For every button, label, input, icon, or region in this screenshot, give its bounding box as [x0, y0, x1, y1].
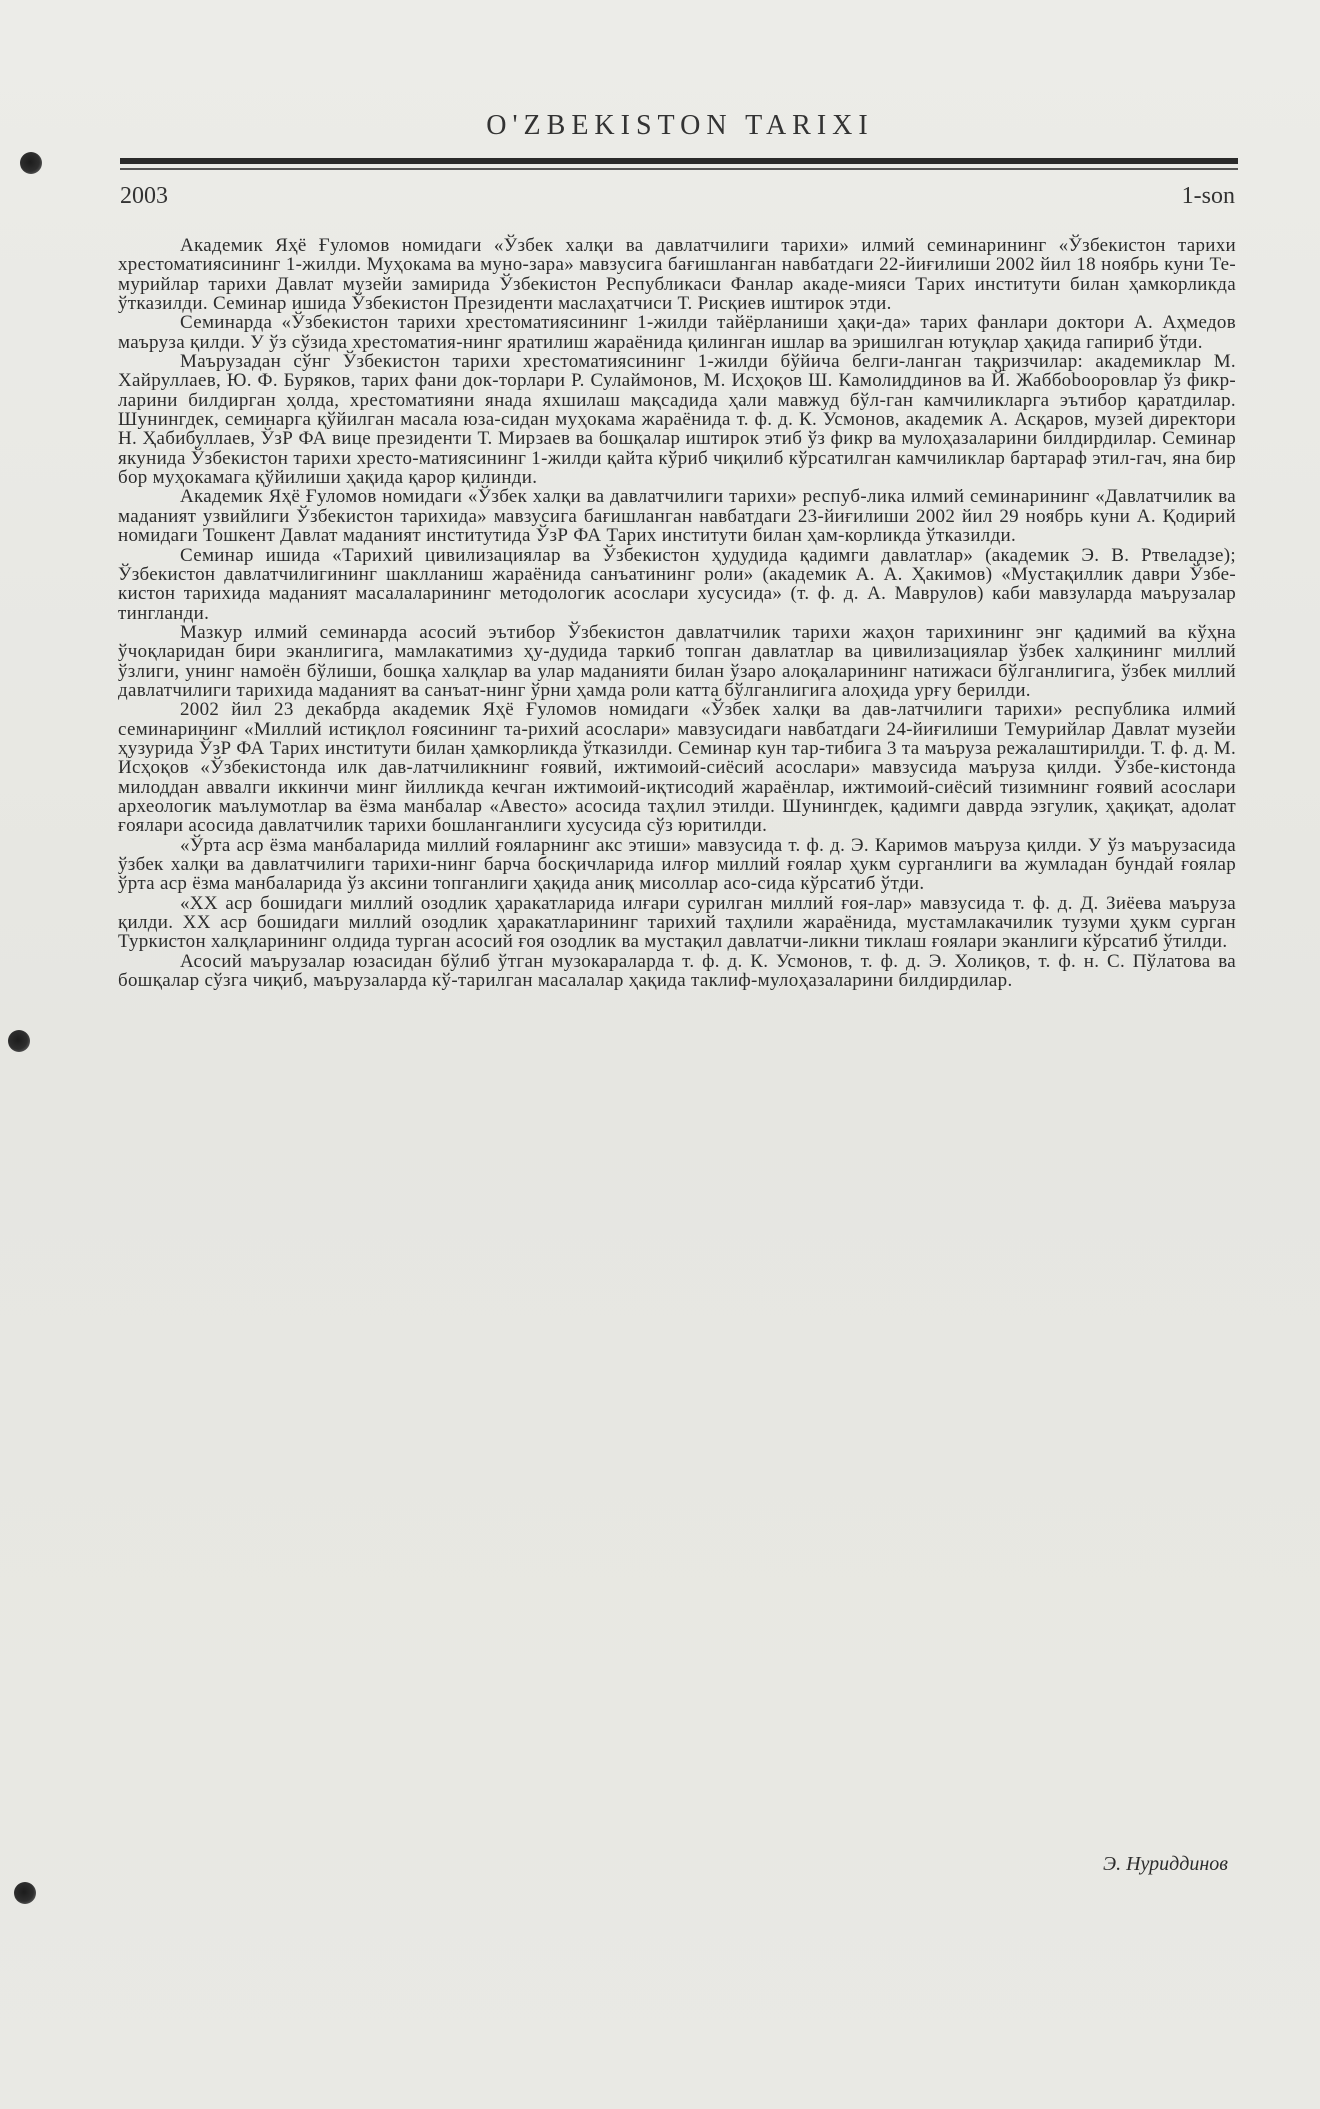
article-body: [118, 236, 1236, 990]
journal-title: O'ZBEKISTON TARIXI: [486, 110, 874, 141]
author-signature: Э. Нуриддинов: [1103, 1853, 1228, 1875]
paragraph: Академик Яҳё Ғуломов номидаги «Ўзбек халқи ва давлатчилиги тарихи» илмий семинарининг «Ўзбекистон тарихи хрестоматиясининг 1-жилди. Муҳокама ва муно-зара» мавзусига бағишланган навбатдаги 22-йиғилиши 2002 йил 18 ноябрь куни Те-мурийлар тарихи Давлат музейи замирида Ўзбекистон Республикаси Фанлар акаде-мияси Тарих институти билан ҳамкорликда ўтказилди. Семинар ишида Ўзбекистон Президенти маслаҳатчиси Т. Рисқиев иштирок этди.: [118, 235, 1236, 315]
paragraph: 2002 йил 23 декабрда академик Яҳё Ғуломов номидаги «Ўзбек халқи ва дав-латчилиги тарихи» республика илмий семинарининг «Миллий истиқлол ғоясининг та-рихий асослари» мавзусидаги навбатдаги 24-йиғилиши Темурийлар Давлат музейи ҳузурида ЎзР ФА Тарих институти билан ҳамкорликда ўтказилди. Семинар кун тар-тибига 3 та маъруза режалаштирилди. Т. ф. д. М. Исҳоқов «Ўзбекистонда илк дав-латчиликнинг ғоявий, ижтимоий-сиёсий асослари» мавзусида маъруза қилди. Ўзбе-кистонда милоддан аввалги иккинчи минг йилликда кечган ижтимоий-иқтисодий жараёнлар, ижтимоий-сиёсий тизимнинг ғоявий асослари археологик маълумотлар ва ёзма манбалар «Авесто» асосида таҳлил этилди. Шунингдек, қадимги даврда эзгулик, ҳақиқат, адолат ғоялари асосида давлатчилик тарихи бошланганлиги хусусида сўз юритилди.: [118, 699, 1236, 837]
header-rule-thin: [120, 168, 1238, 170]
header-rule-thick: [120, 158, 1238, 164]
issue-number: 1-son: [1181, 183, 1235, 209]
paragraph: «XX аср бошидаги миллий озодлик ҳаракатларида илғари сурилган миллий ғоя-лар» мавзусида т. ф. д. Д. Зиёева маъруза қилди. XX аср бошидаги миллий озодлик ҳаракатларининг тарихий таҳлили жараёнида, мустамлакачилик тузуми ҳукм сурган Туркистон халқларининг олдида турган асосий ғоя озодлик ва мустақил давлатчи-ликни тиклаш ғоялари эканлиги кўрсатиб ўтилди.: [118, 892, 1236, 953]
paragraph: Асосий маърузалар юзасидан бўлиб ўтган музокараларда т. ф. д. К. Усмонов, т. ф. д. Э. Холиқов, т. ф. н. С. Пўлатова ва бошқалар сўзга чиқиб, маърузаларда кў-тарилган масалалар ҳақида таклиф-мулоҳазаларини билдирдилар.: [118, 950, 1236, 992]
paragraph: Семинар ишида «Тарихий цивилизациялар ва Ўзбекистон ҳудудида қадимги давлатлар» (академик Э. В. Ртвеладзе); Ўзбекистон давлатчилигининг шаклланиш жараёнида санъатининг роли» (академик А. А. Ҳакимов) «Мустақиллик даври Ўзбе-кистон тарихида маданият масалаларининг методологик асослари хусусида» (т. ф. д. А. Маврулов) каби мавзуларда маърузалар тингланди.: [118, 544, 1236, 624]
paragraph: Семинарда «Ўзбекистон тарихи хрестоматиясининг 1-жилди тайёрланиши ҳақи-да» тарих фанлари доктори А. Аҳмедов маъруза қилди. У ўз сўзида хрестоматия-нинг яратилиш жараёнида қилинган ишлар ва эришилган ютуқлар ҳақида гапириб ўтди.: [118, 312, 1236, 353]
punch-hole-middle: [8, 1030, 30, 1052]
paragraph: Маърузадан сўнг Ўзбекистон тарихи хрестоматиясининг 1-жилди бўйича белги-ланган тақризчилар: академиклар М. Хайруллаев, Ю. Ф. Буряков, тарих фани док-торлари Р. Сулаймонов, М. Исҳоқов Ш. Камолиддинов ва Й. Жаббоbooровлар ўз фикр-ларини билдирган ҳолда, хрестоматияни янада яхшилаш мақсадида ҳали мавжуд бўл-ган камчиликларга эътибор қаратдилар. Шунингдек, семинарга қўйилган масала юза-сидан муҳокама жараёнида т. ф. д. К. Усмонов, академик А. Асқаров, музей директори Н. Ҳабибуллаев, ЎзР ФА вице президенти Т. Мирзаев ва бошқалар иштирок этиб ўз фикр ва мулоҳазаларини билдирдилар. Семинар якунида Ўзбекистон тарихи хресто-матиясининг 1-жилди қайта кўриб чиқилиб кўрсатилган камчиликлар бартараф этил-гач, яна бир бор муҳокамага қўйилиши ҳақида қарор қилинди.: [118, 351, 1236, 489]
paragraph: «Ўрта аср ёзма манбаларида миллий ғояларнинг акс этиши» мавзусида т. ф. д. Э. Каримов маъруза қилди. У ўз маърузасида ўзбек халқи ва давлатчилиги тарихи-нинг барча босқичларида илғор миллий ғоялар ҳукм сурганлиги ва жумладан бундай ғоялар ўрта аср ёзма манбаларида ўз аксини топганлиги ҳақида аниқ мисоллар асо-сида кўрсатиб ўтди.: [118, 834, 1236, 895]
paragraph: Академик Яҳё Ғуломов номидаги «Ўзбек халқи ва давлатчилиги тарихи» респуб-лика илмий семинарининг «Давлатчилик ва маданият узвийлиги Ўзбекистон тарихида» мавзусига бағишланган навбатдаги 23-йиғилиши 2002 йил 29 ноябрь куни А. Қодирий номидаги Тошкент Давлат маданият институтида ЎзР ФА Тарих институти билан ҳам-корликда ўтказилди.: [118, 486, 1236, 547]
punch-hole-bottom: [14, 1882, 36, 1904]
punch-hole-top: [20, 152, 42, 174]
issue-year: 2003: [120, 183, 168, 209]
paragraph: Мазкур илмий семинарда асосий эътибор Ўзбекистон давлатчилик тарихи жаҳон тарихининг энг қадимий ва кўҳна ўчоқларидан бири эканлигига, мамлакатимиз ҳу-дудида таркиб топган давлатлар ва цивилизациялар ўзбек халқининг миллий ўзлиги, унинг намоён бўлиши, бошқа халқлар ва улар маданияти билан ўзаро алоқаларининг натижаси бўлганлигига, ўзбек миллий давлатчилиги тарихида маданият ва санъат-нинг ўрни ҳамда роли катта бўлганлигига алоҳида урғу берилди.: [118, 621, 1236, 701]
